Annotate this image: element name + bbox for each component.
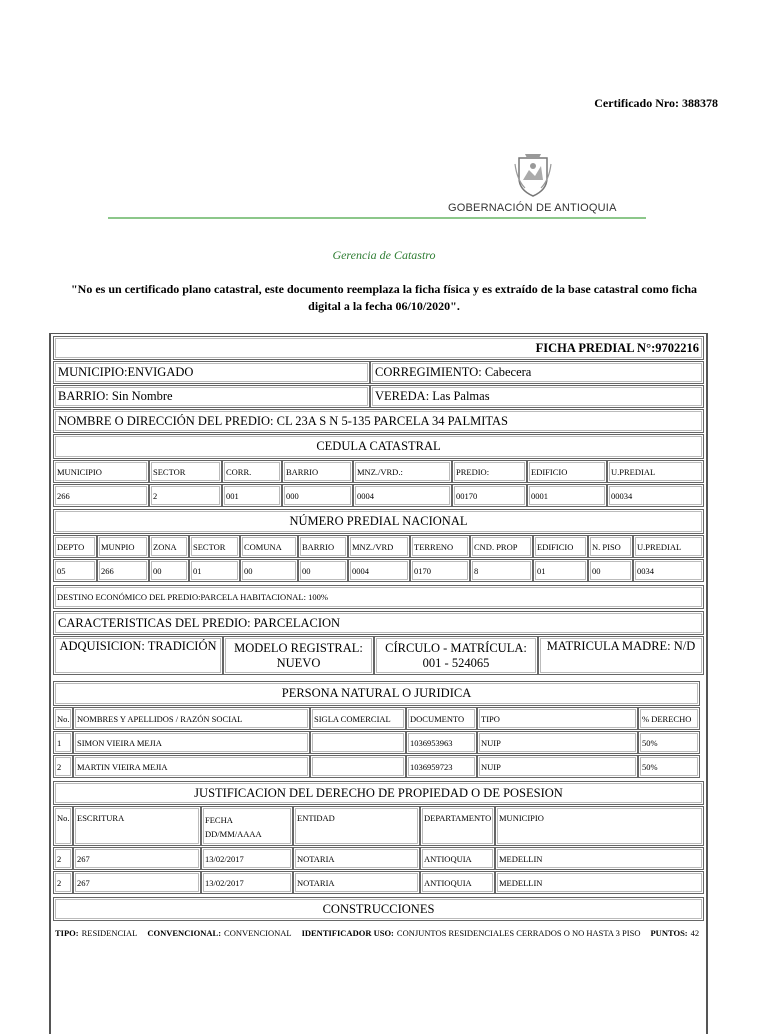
caracteristicas-title: CARACTERISTICAS DEL PREDIO: PARCELACION: [53, 611, 704, 635]
personas-header-cell: % DERECHO: [638, 707, 700, 730]
disclaimer-text: "No es un certificado plano catastral, este documento reemplaza la ficha física y es extraído de la base catastral como ficha digital a la fecha 06/10/2020".: [71, 282, 697, 313]
ficha-predial-form: [49, 333, 708, 1034]
justificacion-header-cell: FECHA DD/MM/AAAA: [201, 806, 293, 846]
corregimiento-field: CORREGIMIENTO: Cabecera: [370, 361, 704, 384]
nacional-value-cell: 00: [588, 559, 633, 582]
cedula-header-cell: EDIFICIO: [527, 460, 607, 483]
tipo-label: TIPO:: [55, 928, 79, 938]
table-row: [53, 731, 704, 754]
cedula-header-cell: U.PREDIAL: [607, 460, 704, 483]
coat-of-arms-logo: [448, 150, 618, 198]
shield-icon: [513, 150, 553, 198]
escritura-numero: 267: [73, 847, 201, 870]
nacional-header-cell: BARRIO: [298, 535, 348, 558]
nacional-title: NÚMERO PREDIAL NACIONAL: [53, 509, 704, 534]
cedula-header-cell: MUNICIPIO: [53, 460, 149, 483]
municipio-field: MUNICIPIO:ENVIGADO: [53, 361, 370, 384]
nacional-header-cell: MUNPIO: [97, 535, 149, 558]
cedula-title: CEDULA CATASTRAL: [53, 434, 704, 459]
escritura-numero: 267: [73, 871, 201, 894]
nacional-value-cell: 01: [533, 559, 588, 582]
nacional-value-cell: 0034: [633, 559, 704, 582]
construcciones-detail: [53, 922, 704, 944]
persona-derecho: 50%: [638, 755, 700, 778]
header-divider: [108, 217, 646, 219]
matricula-madre-field: MATRICULA MADRE: N/D: [538, 636, 704, 675]
table-row: [53, 871, 704, 894]
nacional-header-cell: EDIFICIO: [533, 535, 588, 558]
convencional-value: CONVENCIONAL: [224, 928, 292, 938]
escritura-fecha: 13/02/2017: [201, 871, 293, 894]
cedula-header-cell: SECTOR: [149, 460, 222, 483]
justificacion-header-cell: ENTIDAD: [293, 806, 420, 846]
persona-derecho: 50%: [638, 731, 700, 754]
persona-sigla: [310, 731, 406, 754]
nacional-header-cell: DEPTO: [53, 535, 97, 558]
adquisicion-field: ADQUISICION: TRADICIÓN: [53, 636, 223, 675]
table-row: [53, 755, 704, 778]
cedula-value-cell: 001: [222, 484, 282, 507]
escritura-municipio: MEDELLIN: [495, 871, 704, 894]
government-name: GOBERNACIÓN DE ANTIOQUIA: [448, 202, 617, 214]
nacional-header-cell: ZONA: [149, 535, 189, 558]
escritura-departamento: ANTIOQUIA: [420, 847, 495, 870]
cedula-value-cell: 0001: [527, 484, 607, 507]
uso-label: IDENTIFICADOR USO:: [301, 928, 394, 938]
cedula-header-cell: CORR.: [222, 460, 282, 483]
circulo-matricula-field: CÍRCULO - MATRÍCULA: 001 - 524065: [374, 636, 538, 675]
nacional-value-cell: 01: [189, 559, 240, 582]
nacional-value-cell: 0004: [348, 559, 410, 582]
personas-header-cell: No.: [53, 707, 73, 730]
nacional-header-cell: COMUNA: [240, 535, 298, 558]
cedula-value-cell: 00034: [607, 484, 704, 507]
barrio-field: BARRIO: Sin Nombre: [53, 385, 370, 408]
cedula-header-cell: BARRIO: [282, 460, 353, 483]
cedula-value-cell: 2: [149, 484, 222, 507]
persona-no: 2: [53, 755, 73, 778]
nacional-value-cell: 00: [298, 559, 348, 582]
nacional-value-cell: 00: [240, 559, 298, 582]
ficha-title: FICHA PREDIAL N°:9702216: [53, 336, 704, 360]
escritura-no: 2: [53, 871, 73, 894]
cedula-value-cell: 00170: [452, 484, 527, 507]
convencional-label: CONVENCIONAL:: [147, 928, 222, 938]
escritura-entidad: NOTARIA: [293, 847, 420, 870]
nacional-header-cell: CND. PROP: [470, 535, 533, 558]
persona-documento: 1036953963: [406, 731, 477, 754]
justificacion-header-cell: MUNICIPIO: [495, 806, 704, 846]
vereda-field: VEREDA: Las Palmas: [370, 385, 704, 408]
escritura-municipio: MEDELLIN: [495, 847, 704, 870]
cedula-value-cell: 266: [53, 484, 149, 507]
cedula-header-cell: PREDIO:: [452, 460, 527, 483]
cedula-header-cell: MNZ./VRD.:: [353, 460, 452, 483]
persona-tipo: NUIP: [477, 731, 638, 754]
nacional-header-cell: TERRENO: [410, 535, 470, 558]
nacional-header-cell: MNZ./VRD: [348, 535, 410, 558]
justificacion-header-cell: No.: [53, 806, 73, 846]
certificate-number: Certificado Nro: 388378: [594, 96, 718, 110]
uso-value: CONJUNTOS RESIDENCIALES CERRADOS O NO HASTA 3 PISO: [396, 928, 641, 938]
cedula-value-cell: 0004: [353, 484, 452, 507]
modelo-registral-field: MODELO REGISTRAL: NUEVO: [223, 636, 374, 675]
nacional-header-cell: U.PREDIAL: [633, 535, 704, 558]
persona-no: 1: [53, 731, 73, 754]
cedula-value-cell: 000: [282, 484, 353, 507]
nacional-value-cell: 00: [149, 559, 189, 582]
table-row: [53, 847, 704, 870]
construcciones-title: CONSTRUCCIONES: [53, 897, 704, 921]
nacional-value-cell: 0170: [410, 559, 470, 582]
personas-header-cell: TIPO: [477, 707, 638, 730]
personas-header-cell: SIGLA COMERCIAL: [310, 707, 406, 730]
puntos-label: PUNTOS:: [650, 928, 688, 938]
escritura-entidad: NOTARIA: [293, 871, 420, 894]
justificacion-header-cell: ESCRITURA: [73, 806, 201, 846]
nacional-value-cell: 8: [470, 559, 533, 582]
justificacion-header-cell: DEPARTAMENTO: [420, 806, 495, 846]
justificacion-title: JUSTIFICACION DEL DERECHO DE PROPIEDAD O DE POSESION: [53, 781, 704, 805]
destino-economico: DESTINO ECONÓMICO DEL PREDIO:PARCELA HABITACIONAL: 100%: [53, 585, 704, 609]
escritura-fecha: 13/02/2017: [201, 847, 293, 870]
nacional-value-cell: 266: [97, 559, 149, 582]
nacional-header-cell: N. PISO: [588, 535, 633, 558]
escritura-departamento: ANTIOQUIA: [420, 871, 495, 894]
tipo-value: RESIDENCIAL: [81, 928, 138, 938]
direccion-field: NOMBRE O DIRECCIÓN DEL PREDIO: CL 23A S N 5-135 PARCELA 34 PALMITAS: [53, 409, 704, 433]
persona-nombre: MARTIN VIEIRA MEJIA: [73, 755, 310, 778]
persona-documento: 1036959723: [406, 755, 477, 778]
personas-header-cell: NOMBRES Y APELLIDOS / RAZÓN SOCIAL: [73, 707, 310, 730]
escritura-no: 2: [53, 847, 73, 870]
persona-sigla: [310, 755, 406, 778]
nacional-value-cell: 05: [53, 559, 97, 582]
persona-tipo: NUIP: [477, 755, 638, 778]
persona-nombre: SIMON VIEIRA MEJIA: [73, 731, 310, 754]
nacional-header-cell: SECTOR: [189, 535, 240, 558]
department-title: Gerencia de Catastro: [332, 248, 436, 262]
personas-header-cell: DOCUMENTO: [406, 707, 477, 730]
puntos-value: 42: [690, 928, 700, 938]
personas-title: PERSONA NATURAL O JURIDICA: [53, 681, 700, 706]
